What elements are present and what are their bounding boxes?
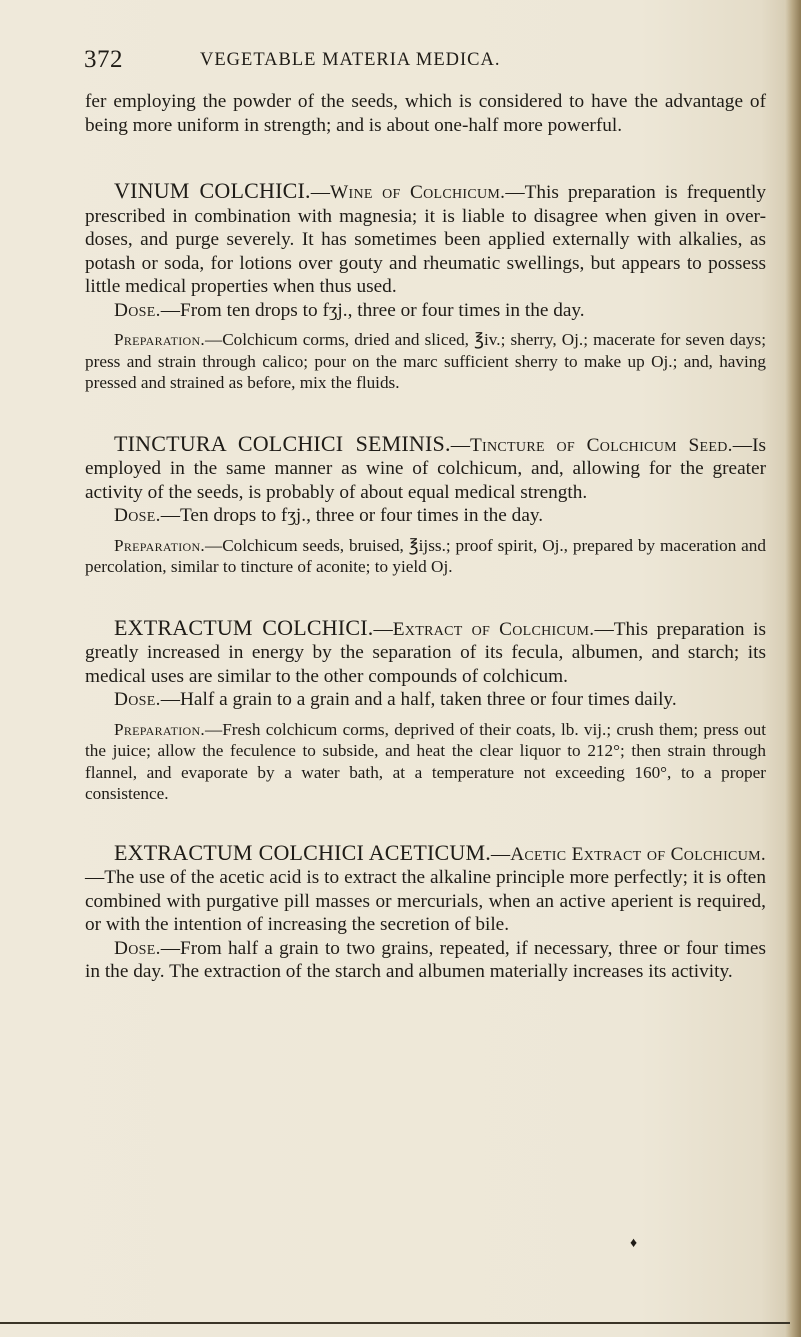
dose-text: Ten drops to fʒj., three or four times in the day. [179,505,544,526]
preparation-text: Colchicum seeds, bruised, ℥ijss.; proof spirit, Oj., prepared by maceration and percolation, similar to tincture of aconite; to yield Oj. [85,535,766,576]
dose-paragraph: Dose.—Ten drops to fʒj., three or four times in the day. [114,505,544,526]
preparation-label: Preparation. [114,719,206,739]
entry-description: Is employed in the same manner as wine of colchicum, and, allowing for the greater activity of the seeds, is probably of about equal medical strength. [85,434,766,503]
page-header [0,46,801,80]
preparation-text: Colchicum corms, dried and sliced, ℥iv.; sherry, Oj.; macerate for seven days; press and strain through calico; pour on the marc sufficient sherry to make up Oj.; and, having pressed and strained as before, mix the fluids. [85,330,766,392]
dose-paragraph: Dose.—From ten drops to fʒj., three or four times in the day. [114,299,585,321]
entry-subtitle: Extract of Colchicum. [392,618,595,640]
dose-paragraph: Dose.—Half a grain to a grain and a half, taken three or four times daily. [114,689,677,710]
entry-tinctura-colchici-seminis: TINCTURA COLCHICI SEMINIS.—Tincture of Colchicum Seed.—Is employed in the same manner as wine of colchicum, and, allowing for the greater activity of the seeds, is probably of about equal medical strength. [85,430,766,503]
entry-title: EXTRACTUM COLCHICI. [114,614,374,640]
page-body [85,90,766,984]
ornament-icon: ♦ [630,1236,638,1251]
preparation-text: Fresh colchicum corms, deprived of their coats, lb. vij.; crush them; press out the juice; allow the feculence to subside, and heat the clear liquor to 212°; then strain through flannel, and evaporate by a water bath, at a temperature not exceeding 160°, to a proper consistence. [85,719,766,803]
preparation-paragraph: Preparation.—Colchicum seeds, bruised, ℥ijss.; proof spirit, Oj., prepared by maceration and percolation, similar to tincture of aconite; to yield Oj. [85,535,766,576]
intro-paragraph: fer employing the powder of the seeds, which is considered to have the advantage of being more uniform in strength; and is about one-half more powerful. [85,91,766,136]
dose-label: Dose. [114,299,161,321]
preparation-label: Preparation. [114,330,206,349]
dose-text: From ten drops to fʒj., three or four times in the day. [179,299,585,321]
preparation-paragraph: Preparation.—Colchicum corms, dried and sliced, ℥iv.; sherry, Oj.; macerate for seven days; press and strain through calico; pour on the marc sufficient sherry to make up Oj.; and, having pressed and strained as before, mix the fluids. [85,330,766,392]
entry-extractum-colchici: EXTRACTUM COLCHICI.—Extract of Colchicum.—This preparation is greatly increased in energy by the separation of its fecula, albumen, and starch; its medical uses are similar to the other compounds of colchicum. [85,614,767,687]
dose-label: Dose. [114,505,161,526]
dose-label: Dose. [114,689,161,710]
preparation-paragraph: Preparation.—Fresh colchicum corms, deprived of their coats, lb. vij.; crush them; press out the juice; allow the feculence to subside, and heat the clear liquor to 212°; then strain through flannel, and evaporate by a water bath, at a temperature not exceeding 160°, to a proper consistence. [85,719,766,803]
entry-description: This preparation is frequently prescribed in combination with magnesia; it is liable to disagree when given in over-doses, and purge severely. It has sometimes been applied externally with alkalies, as potash or soda, for lotions over gouty and rheumatic swellings, but appears to possess little medical properties when thus used. [85,182,766,297]
entry-subtitle: Tincture of Colchicum Seed. [469,434,733,456]
running-head: VEGETABLE MATERIA MEDICA. [200,50,501,70]
dose-paragraph: Dose.—From half a grain to two grains, repeated, if necessary, three or four times in the day. The extraction of the starch and albumen materially increases its activity. [85,937,766,982]
page-edge-shadow [785,0,801,1337]
entry-extractum-colchici-aceticum: EXTRACTUM COLCHICI ACETICUM.—Acetic Extract of Colchicum.—The use of the acetic acid is to extract the alkaline principle more perfectly; it is often combined with purgative pill masses or mercurials, when an active aperient is required, or with the intention of increasing the secretion of bile. [85,839,766,935]
entry-title: VINUM COLCHICI. [114,178,311,203]
entry-title: EXTRACTUM COLCHICI ACETICUM. [114,839,491,865]
page-number: 372 [84,46,123,73]
entry-subtitle: Acetic Extract of Colchicum. [510,843,766,865]
entry-description: The use of the acetic acid is to extract the alkaline principle more perfectly; it is often combined with purgative pill masses or mercurials, when an active aperient is required, or with the intention of increasing the secretion of bile. [85,867,766,935]
entry-title: TINCTURA COLCHICI SEMINIS. [114,430,451,456]
dose-text: Half a grain to a grain and a half, taken three or four times daily. [179,689,677,710]
preparation-label: Preparation. [114,535,206,555]
entry-description: This preparation is greatly increased in energy by the separation of its fecula, albumen, and starch; its medical uses are similar to the other compounds of colchicum. [85,618,767,687]
entry-vinum-colchici: VINUM COLCHICI.—Wine of Colchicum.—This preparation is frequently prescribed in combination with magnesia; it is liable to disagree when given in over-doses, and purge severely. It has sometimes been applied externally with alkalies, as potash or soda, for lotions over gouty and rheumatic swellings, but appears to possess little medical properties when thus used. [85,178,766,297]
dose-text: From half a grain to two grains, repeated, if necessary, three or four times in the day. The extraction of the starch and albumen materially increases its activity. [85,937,766,982]
entry-subtitle: Wine of Colchicum. [329,182,506,203]
dose-label: Dose. [114,937,161,959]
bottom-rule [0,1322,790,1324]
